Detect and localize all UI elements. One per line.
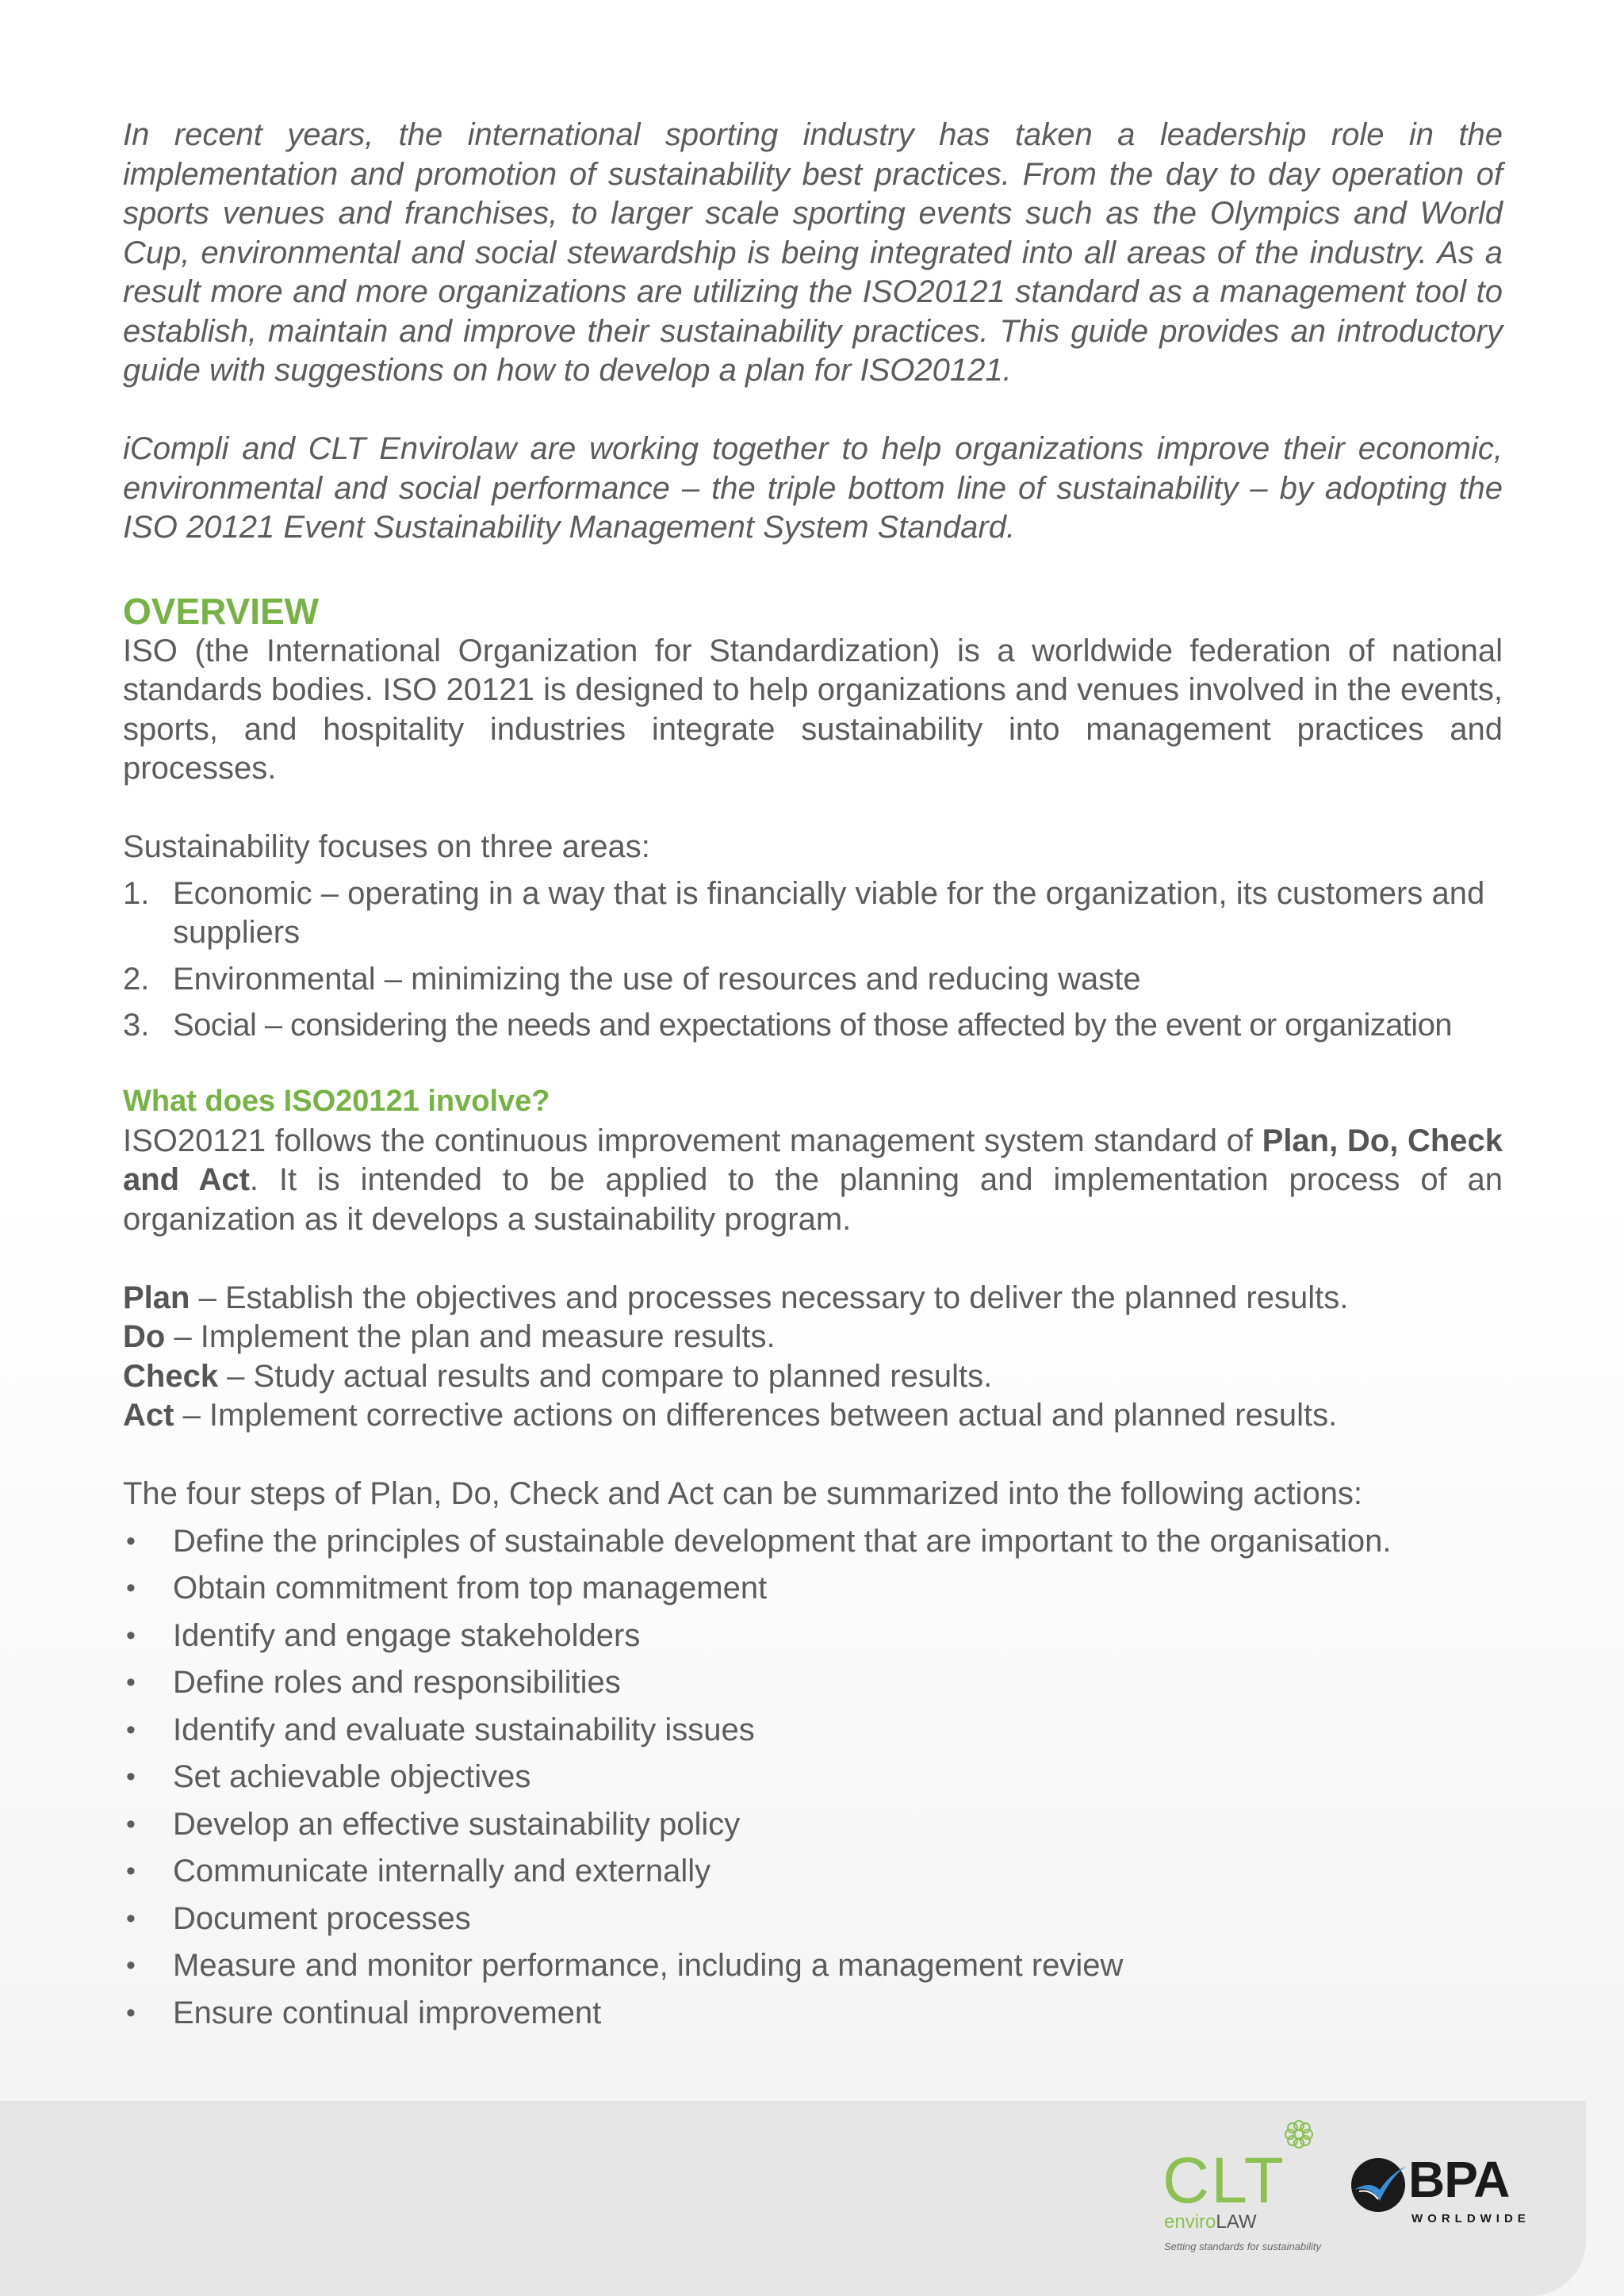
involve-paragraph (123, 1122, 1503, 1240)
clt-tagline: Setting standards for sustainability (1164, 2241, 1321, 2252)
bullet-marker: • (126, 1856, 136, 1886)
pdca-term: Act (123, 1398, 174, 1433)
clt-subtitle (1164, 2212, 1257, 2233)
bpa-worldwide-logo (1348, 2149, 1530, 2236)
list-item-text: Identify and engage stakeholders (173, 1617, 641, 1653)
bpa-worldwide-text: WORLDWIDE (1411, 2212, 1530, 2225)
intro-paragraph-1: In recent years, the international sporting industry has taken a leadership role in the implementation and promotion of sustainability best practices. From the day to day operation of sports venues and franchises, to larger scale sporting events such as the Olympics and World Cup, environmental and social stewardship is being integrated into all areas of the industry. As a result more and more organizations are utilizing the ISO20121 standard as a management tool to establish, maintain and improve their sustainability practices. This guide provides an introductory guide with suggestions on how to develop a plan for ISO20121. (123, 117, 1503, 388)
overview-heading: OVERVIEW (123, 590, 320, 632)
bullet-marker: • (126, 1667, 136, 1697)
bullet-marker: • (126, 1762, 136, 1792)
clt-sub-green: enviro (1164, 2211, 1216, 2233)
bullet-marker: • (126, 1950, 136, 1980)
overview-paragraph: ISO (the International Organization for Standardization) is a worldwide federation of national standards bodies. ISO 20121 is designed to help organizations and venues involved in the events, sports, and hospitality industries integrate sustainability into management practices and processes. (123, 633, 1503, 786)
list-item-text: Define the principles of sustainable development that are important to the organisation. (173, 1523, 1392, 1559)
list-item (123, 1711, 1503, 1751)
list-item-text: Identify and evaluate sustainability issues (173, 1712, 755, 1747)
list-item (123, 1994, 1503, 2034)
list-item (123, 1946, 1503, 1986)
pdca-check (123, 1357, 1503, 1397)
list-item (123, 1006, 1503, 1046)
bullet-marker: • (126, 1997, 136, 2028)
list-item-text: Develop an effective sustainability policy (173, 1806, 741, 1842)
list-item-text: Obtain commitment from top management (173, 1571, 768, 1605)
list-item (123, 1663, 1503, 1703)
pdca-description: – Study actual results and compare to planned results. (218, 1358, 993, 1394)
list-item (123, 1805, 1503, 1845)
list-item-text: Social – considering the needs and expectations of those affected by the event or organization (173, 1008, 1452, 1043)
list-number: 3. (123, 1008, 150, 1043)
pdca-term: Do (123, 1319, 166, 1354)
list-item-text: Define roles and responsibilities (173, 1665, 621, 1700)
list-number: 1. (123, 875, 150, 911)
summary-intro: The four steps of Plan, Do, Check and Act can be summarized into the following actions: (123, 1476, 1363, 1511)
clt-sub-dark: LAW (1216, 2211, 1257, 2233)
pdca-plan (123, 1279, 1503, 1318)
bullet-marker: • (126, 1714, 136, 1745)
involve-text-start: ISO20121 follows the continuous improvement management system standard of (123, 1123, 1262, 1158)
list-item-text: Communicate internally and externally (173, 1854, 711, 1888)
pdca-description: – Establish the objectives and processes necessary to deliver the planned results. (190, 1280, 1349, 1315)
pdca-description: – Implement corrective actions on differences between actual and planned results. (174, 1398, 1338, 1433)
clt-envirolaw-logo (1162, 2117, 1345, 2267)
list-item-text: Document processes (173, 1900, 471, 1936)
bullet-marker: • (126, 1573, 136, 1603)
pdca-term: Plan (123, 1280, 190, 1315)
list-item (123, 1900, 1503, 1939)
list-item-text: Ensure continual improvement (173, 1995, 602, 2030)
pdca-emphasis: Plan, Do, Check and Act (123, 1123, 1503, 1197)
list-item (123, 874, 1503, 953)
bullet-marker: • (126, 1525, 136, 1556)
involve-heading: What does ISO20121 involve? (123, 1084, 550, 1118)
actions-list (123, 1522, 1503, 2034)
list-item (123, 1522, 1503, 1562)
list-item-text: Set achievable objectives (173, 1759, 531, 1794)
list-item (123, 960, 1503, 1000)
list-number: 2. (123, 961, 150, 997)
list-item (123, 1569, 1503, 1609)
list-item-text: Economic – operating in a way that is financially viable for the organization, its customers and suppliers (173, 875, 1485, 950)
sustainability-areas-list (123, 874, 1503, 1046)
clt-letters: CLT (1162, 2145, 1285, 2217)
bullet-marker: • (126, 1808, 136, 1839)
swoosh-icon (1348, 2155, 1408, 2215)
list-item (123, 1758, 1503, 1797)
flower-icon (1281, 2117, 1316, 2152)
list-item-text: Measure and monitor performance, including a management review (173, 1948, 1124, 1983)
list-item (123, 1852, 1503, 1892)
bullet-marker: • (126, 1903, 136, 1934)
pdca-act (123, 1396, 1503, 1436)
focus-intro: Sustainability focuses on three areas: (123, 829, 650, 864)
involve-text-end: . It is intended to be applied to the planning and implementation process of an organization as it develops a sustainability program. (123, 1162, 1503, 1237)
pdca-do (123, 1318, 1503, 1357)
bpa-letters: BPA (1408, 2151, 1510, 2208)
document-body (123, 116, 1503, 2041)
list-item (123, 1617, 1503, 1656)
bullet-marker: • (126, 1620, 136, 1651)
pdca-term: Check (123, 1358, 219, 1394)
list-item-text: Environmental – minimizing the use of resources and reducing waste (173, 961, 1141, 997)
intro-paragraph-2: iCompli and CLT Envirolaw are working together to help organizations improve their economic, environmental and social performance – the triple bottom line of sustainability – by adopting the ISO 20121 Event Sustainability Management System Standard. (123, 431, 1503, 545)
pdca-description: – Implement the plan and measure results. (165, 1319, 776, 1354)
